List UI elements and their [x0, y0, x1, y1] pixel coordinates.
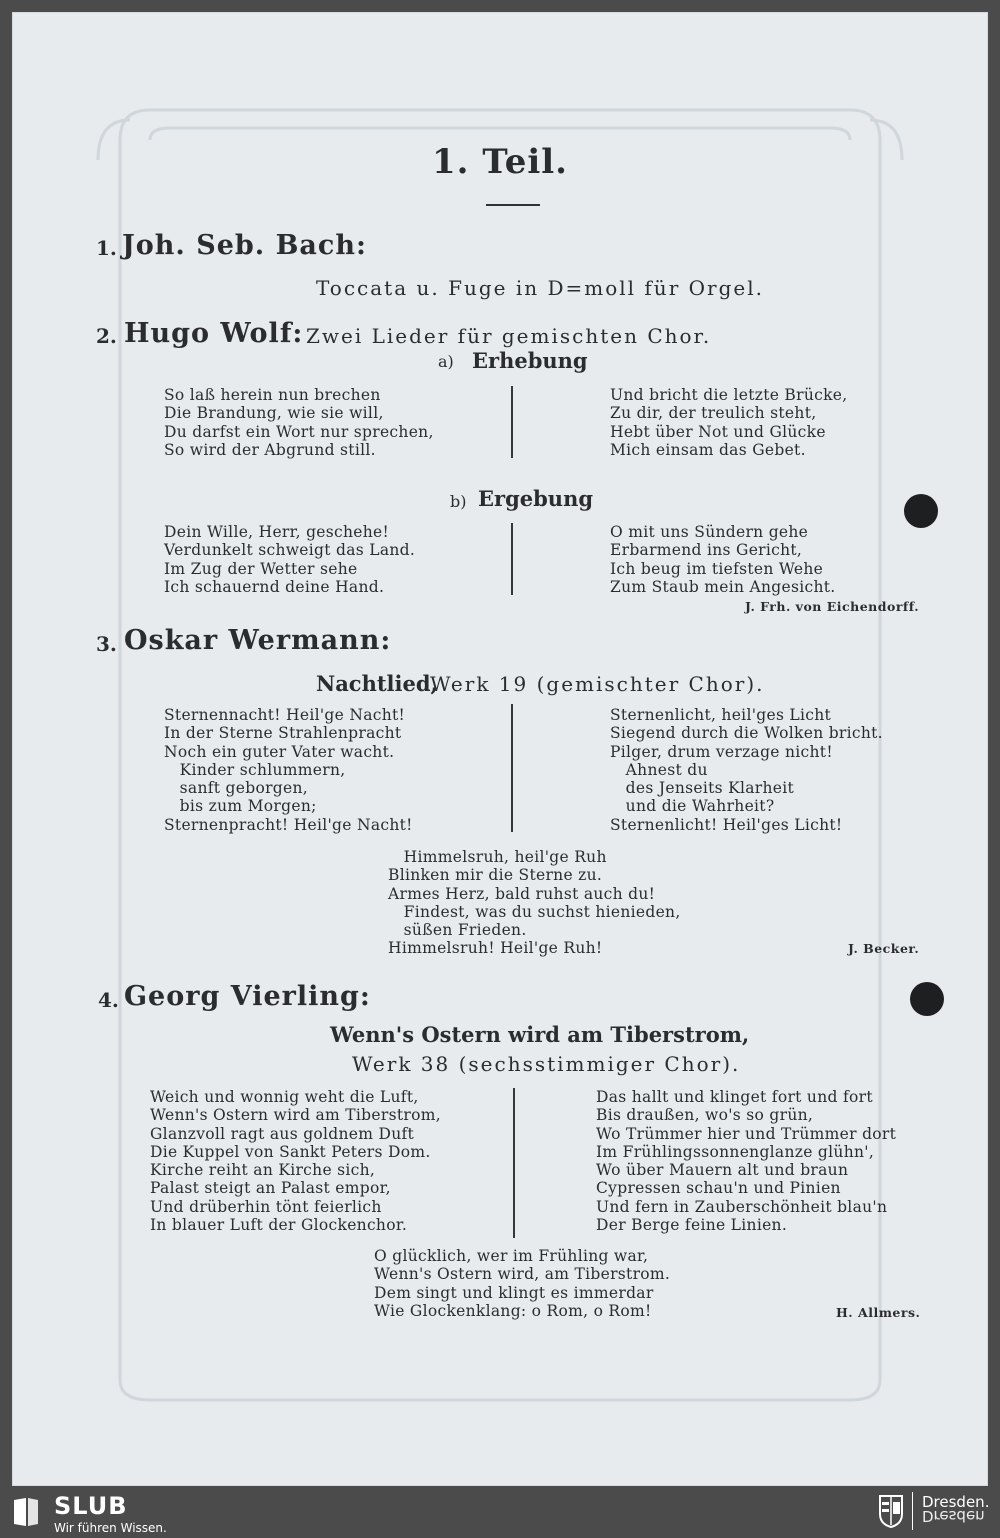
- punch-hole: [904, 494, 938, 528]
- piece-number: 4.: [98, 988, 119, 1012]
- work-title: Werk 38 (sechsstimmiger Chor).: [352, 1052, 741, 1076]
- verse-right: Das hallt und klinget fort und fort Bis draußen, wo's so grün, Wo Trümmer hier und Trümmer dort Im Frühlingssonnenglanze glühn', Wo über Mauern alt und braun Cypressen schau'n und Pinien Und fern in Zauberschönheit blau'n Der Berge feine Linien.: [596, 1088, 897, 1235]
- part-heading: 1. Teil.: [431, 142, 569, 182]
- piece-number: 3.: [96, 632, 117, 656]
- verse-left: Sternennacht! Heil'ge Nacht! In der Sterne Strahlenpracht Noch ein guter Vater wacht. Kinder schlummern, sanft geborgen, bis zum Morgen; Sternenpracht! Heil'ge Nacht!: [164, 706, 413, 834]
- song-label: b): [450, 492, 467, 511]
- verse-left: Weich und wonnig weht die Luft, Wenn's Ostern wird am Tiberstrom, Glanzvoll ragt aus goldnem Duft Die Kuppel von Sankt Peters Dom. Kirche reiht an Kirche sich, Palast steigt an Palast empor, Und drüberhin tönt feierlich In blauer Luft der Glockenchor.: [150, 1088, 441, 1235]
- work-title-main: Nachtlied,: [316, 671, 438, 696]
- verse-center: O glücklich, wer im Frühling war, Wenn's Ostern wird, am Tiberstrom. Dem singt und klingt es immerdar Wie Glockenklang: o Rom, o Rom!: [374, 1247, 671, 1320]
- punch-hole: [910, 982, 944, 1016]
- composer-name: Oskar Wermann:: [124, 625, 392, 656]
- verse-right: O mit uns Sündern gehe Erbarmend ins Gericht, Ich beug im tiefsten Wehe Zum Staub mein Angesicht.: [610, 523, 836, 596]
- verse-right: Sternenlicht, heil'ges Licht Siegend durch die Wolken bricht. Pilger, drum verzage nicht! Ahnest du des Jenseits Klarheit und die Wahrheit? Sternenlicht! Heil'ges Licht!: [610, 706, 883, 834]
- library-logo[interactable]: SLUB: [54, 1492, 128, 1520]
- partner-logo-line2: Dresden: [922, 1507, 985, 1525]
- verse-right: Und bricht die letzte Brücke, Zu dir, der treulich steht, Hebt über Not und Glücke Mich einsam das Gebet.: [610, 386, 848, 459]
- column-divider: [513, 1088, 515, 1238]
- partner-logo-line1: Dresden.: [922, 1493, 990, 1511]
- author-credit: J. Frh. von Eichendorff.: [745, 599, 920, 614]
- author-credit: J. Becker.: [848, 941, 920, 956]
- column-divider: [511, 523, 513, 595]
- work-title: Toccata u. Fuge in D=moll für Orgel.: [316, 276, 764, 300]
- footer-divider: [912, 1492, 913, 1530]
- verse-left: Dein Wille, Herr, geschehe! Verdunkelt schweigt das Land. Im Zug der Wetter sehe Ich schauernd deine Hand.: [164, 523, 416, 596]
- work-title: Werk 19 (gemischter Chor).: [430, 672, 765, 696]
- verse-center: Himmelsruh, heil'ge Ruh Blinken mir die Sterne zu. Armes Herz, bald ruhst auch du! Findest, was du suchst hienieden, süßen Frieden. Himmelsruh! Heil'ge Ruh!: [388, 848, 681, 958]
- song-label: a): [438, 352, 454, 371]
- partner-logo[interactable]: [922, 1495, 989, 1523]
- library-footer: [0, 1486, 1000, 1538]
- song-title: Ergebung: [478, 486, 594, 511]
- heading-rule: [486, 204, 540, 206]
- song-title: Erhebung: [472, 348, 588, 373]
- composer-name: Hugo Wolf:: [124, 318, 304, 349]
- city-crest-icon: [878, 1494, 904, 1528]
- column-divider: [511, 704, 513, 832]
- work-title-main: Wenn's Ostern wird am Tiberstrom,: [330, 1022, 750, 1047]
- work-title: Zwei Lieder für gemischten Chor.: [306, 324, 712, 348]
- piece-number: 2.: [96, 324, 117, 348]
- book-icon: [12, 1496, 40, 1528]
- author-credit: H. Allmers.: [836, 1305, 921, 1320]
- verse-left: So laß herein nun brechen Die Brandung, wie sie will, Du darfst ein Wort nur sprechen, So wird der Abgrund still.: [164, 386, 434, 459]
- library-tagline: Wir führen Wissen.: [54, 1521, 167, 1535]
- column-divider: [511, 386, 513, 458]
- piece-number: 1.: [96, 236, 117, 260]
- composer-name: Joh. Seb. Bach:: [122, 230, 367, 261]
- composer-name: Georg Vierling:: [124, 981, 371, 1012]
